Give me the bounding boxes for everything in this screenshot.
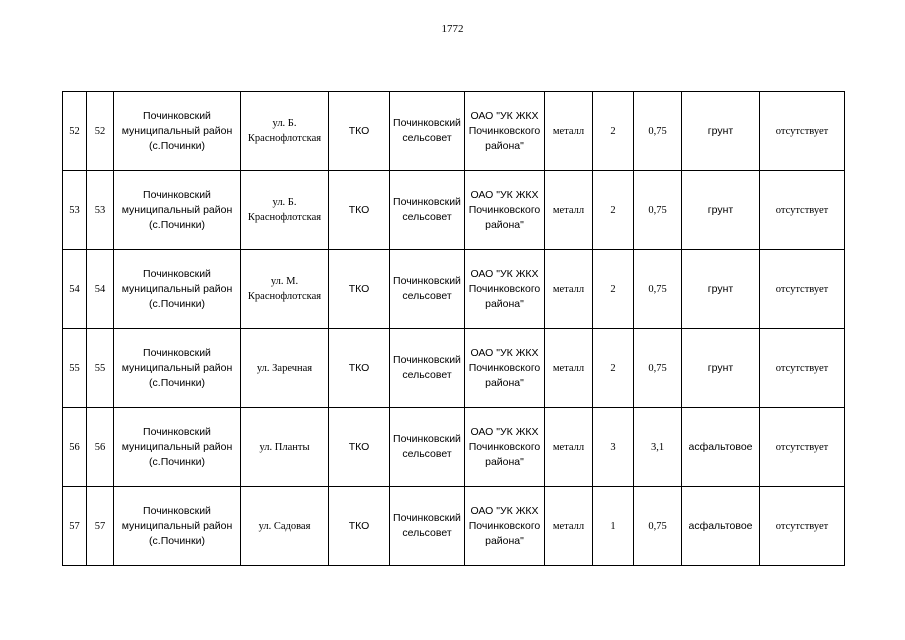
- site-number-cell: 52: [87, 92, 114, 171]
- volume-cell: 3,1: [634, 408, 682, 487]
- surface-cell: грунт: [682, 329, 760, 408]
- district-cell: Починковский муниципальный район (с.Починки): [114, 250, 241, 329]
- surface-cell: грунт: [682, 171, 760, 250]
- volume-cell: 0,75: [634, 329, 682, 408]
- operator-cell: ОАО "УК ЖКХ Починковского района": [465, 250, 545, 329]
- street-cell: ул. Садовая: [241, 487, 329, 566]
- fence-cell: отсутствует: [760, 171, 845, 250]
- material-cell: металл: [545, 329, 593, 408]
- material-cell: металл: [545, 171, 593, 250]
- site-number-cell: 53: [87, 171, 114, 250]
- settlement-cell: Починковский сельсовет: [390, 171, 465, 250]
- table-row: [63, 250, 845, 329]
- operator-cell: ОАО "УК ЖКХ Починковского района": [465, 171, 545, 250]
- operator-cell: ОАО "УК ЖКХ Починковского района": [465, 92, 545, 171]
- row-index-cell: 53: [63, 171, 87, 250]
- site-number-cell: 54: [87, 250, 114, 329]
- containers-cell: 2: [593, 329, 634, 408]
- site-number-cell: 56: [87, 408, 114, 487]
- street-cell: ул. Планты: [241, 408, 329, 487]
- row-index-cell: 55: [63, 329, 87, 408]
- volume-cell: 0,75: [634, 92, 682, 171]
- settlement-cell: Починковский сельсовет: [390, 408, 465, 487]
- district-cell: Починковский муниципальный район (с.Починки): [114, 408, 241, 487]
- district-cell: Починковский муниципальный район (с.Починки): [114, 171, 241, 250]
- operator-cell: ОАО "УК ЖКХ Починковского района": [465, 329, 545, 408]
- settlement-cell: Починковский сельсовет: [390, 487, 465, 566]
- page-number: 1772: [441, 23, 464, 35]
- surface-cell: асфальтовое: [682, 487, 760, 566]
- street-cell: ул. М. Краснофлотская: [241, 250, 329, 329]
- table-body: [63, 92, 845, 566]
- fence-cell: отсутствует: [760, 487, 845, 566]
- waste-sites-table: [62, 91, 845, 566]
- operator-cell: ОАО "УК ЖКХ Починковского района": [465, 408, 545, 487]
- surface-cell: грунт: [682, 250, 760, 329]
- street-cell: ул. Заречная: [241, 329, 329, 408]
- fence-cell: отсутствует: [760, 408, 845, 487]
- operator-cell: ОАО "УК ЖКХ Починковского района": [465, 487, 545, 566]
- table-row: [63, 408, 845, 487]
- surface-cell: асфальтовое: [682, 408, 760, 487]
- fence-cell: отсутствует: [760, 92, 845, 171]
- waste-type-cell: ТКО: [329, 92, 390, 171]
- table-row: [63, 487, 845, 566]
- volume-cell: 0,75: [634, 250, 682, 329]
- volume-cell: 0,75: [634, 487, 682, 566]
- material-cell: металл: [545, 487, 593, 566]
- material-cell: металл: [545, 250, 593, 329]
- table-row: [63, 329, 845, 408]
- site-number-cell: 57: [87, 487, 114, 566]
- surface-cell: грунт: [682, 92, 760, 171]
- containers-cell: 1: [593, 487, 634, 566]
- containers-cell: 2: [593, 171, 634, 250]
- site-number-cell: 55: [87, 329, 114, 408]
- volume-cell: 0,75: [634, 171, 682, 250]
- waste-type-cell: ТКО: [329, 171, 390, 250]
- waste-type-cell: ТКО: [329, 408, 390, 487]
- settlement-cell: Починковский сельсовет: [390, 329, 465, 408]
- containers-cell: 2: [593, 250, 634, 329]
- district-cell: Починковский муниципальный район (с.Починки): [114, 92, 241, 171]
- street-cell: ул. Б. Краснофлотская: [241, 92, 329, 171]
- material-cell: металл: [545, 408, 593, 487]
- row-index-cell: 56: [63, 408, 87, 487]
- material-cell: металл: [545, 92, 593, 171]
- district-cell: Починковский муниципальный район (с.Починки): [114, 329, 241, 408]
- containers-cell: 2: [593, 92, 634, 171]
- waste-type-cell: ТКО: [329, 250, 390, 329]
- settlement-cell: Починковский сельсовет: [390, 250, 465, 329]
- district-cell: Починковский муниципальный район (с.Починки): [114, 487, 241, 566]
- street-cell: ул. Б. Краснофлотская: [241, 171, 329, 250]
- table-row: [63, 92, 845, 171]
- row-index-cell: 54: [63, 250, 87, 329]
- fence-cell: отсутствует: [760, 250, 845, 329]
- row-index-cell: 57: [63, 487, 87, 566]
- fence-cell: отсутствует: [760, 329, 845, 408]
- containers-cell: 3: [593, 408, 634, 487]
- waste-type-cell: ТКО: [329, 329, 390, 408]
- table-row: [63, 171, 845, 250]
- row-index-cell: 52: [63, 92, 87, 171]
- waste-type-cell: ТКО: [329, 487, 390, 566]
- settlement-cell: Починковский сельсовет: [390, 92, 465, 171]
